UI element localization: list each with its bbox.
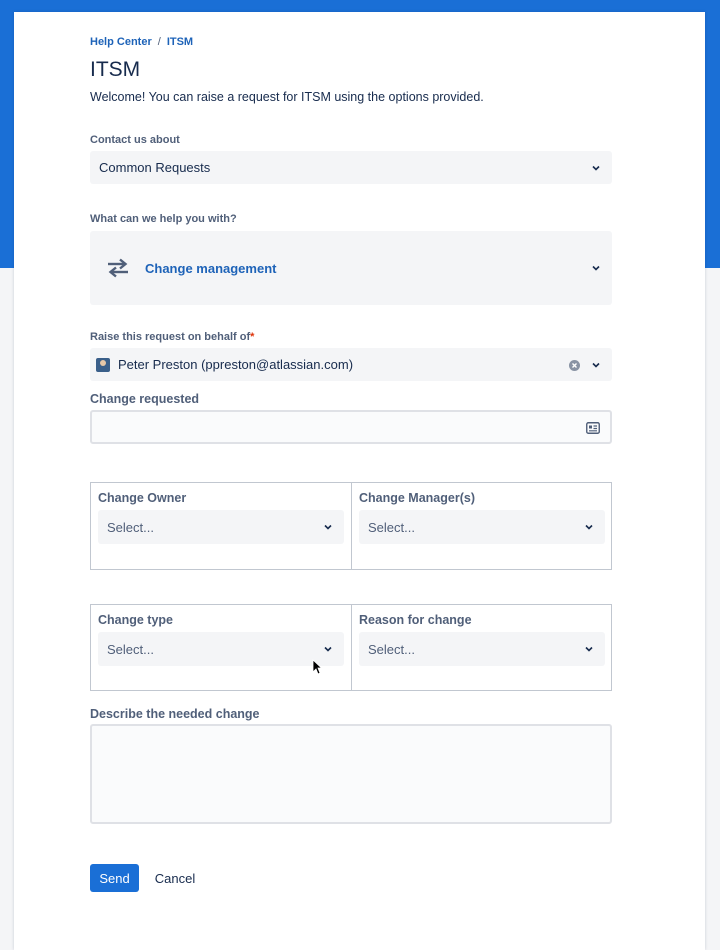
help-with-label: What can we help you with?: [90, 213, 237, 225]
chevron-down-icon: [592, 264, 600, 272]
required-mark: *: [250, 331, 255, 343]
request-type-value: Change management: [145, 260, 277, 276]
reason-cell: [351, 605, 611, 690]
on-behalf-value: Peter Preston (ppreston@atlassian.com): [118, 357, 354, 372]
chevron-down-icon: [585, 523, 593, 531]
contact-card-icon: [586, 421, 600, 433]
breadcrumb-separator: /: [157, 36, 161, 48]
page-title: ITSM: [90, 58, 141, 81]
chevron-down-icon: [324, 523, 332, 531]
on-behalf-label-text: Raise this request on behalf of: [90, 331, 251, 343]
change-type-select[interactable]: [98, 632, 344, 666]
contact-select[interactable]: [90, 151, 612, 184]
change-managers-label: Change Manager(s): [359, 491, 475, 505]
describe-label: Describe the needed change: [90, 707, 260, 721]
breadcrumb: [90, 36, 193, 48]
chevron-down-icon: [592, 164, 600, 172]
change-managers-placeholder: Select...: [368, 519, 415, 535]
type-reason-group: [90, 604, 612, 691]
change-type-cell: [91, 605, 351, 690]
chevron-down-icon: [585, 645, 593, 653]
chevron-down-icon: [324, 645, 332, 653]
on-behalf-select[interactable]: [90, 348, 612, 381]
mouse-pointer-icon: [312, 659, 322, 675]
request-form-card: [14, 12, 705, 950]
contact-value: Common Requests: [99, 160, 211, 175]
change-managers-select[interactable]: [359, 510, 605, 544]
change-managers-cell: [351, 483, 611, 569]
clear-icon[interactable]: [569, 359, 580, 370]
change-type-placeholder: Select...: [107, 641, 154, 657]
breadcrumb-itsm[interactable]: ITSM: [166, 36, 194, 48]
swap-arrows-icon: [105, 255, 131, 281]
request-type-select[interactable]: [90, 231, 612, 305]
change-owner-label: Change Owner: [98, 491, 187, 505]
reason-placeholder: Select...: [368, 641, 415, 657]
describe-textarea[interactable]: [90, 724, 612, 824]
welcome-text: Welcome! You can raise a request for ITSM using the options provided.: [90, 90, 484, 104]
chevron-down-icon: [592, 361, 600, 369]
change-requested-input[interactable]: [90, 410, 612, 444]
avatar: [96, 358, 110, 372]
contact-label: Contact us about: [90, 134, 180, 146]
on-behalf-label: [90, 331, 254, 343]
change-requested-label: Change requested: [90, 392, 200, 406]
change-owner-placeholder: Select...: [107, 519, 154, 535]
send-button[interactable]: Send: [90, 864, 139, 892]
change-type-label: Change type: [98, 613, 174, 627]
change-owner-select[interactable]: [98, 510, 344, 544]
owner-manager-group: [90, 482, 612, 570]
reason-select[interactable]: [359, 632, 605, 666]
change-owner-cell: [91, 483, 351, 569]
cancel-button[interactable]: Cancel: [146, 864, 204, 892]
reason-label: Reason for change: [359, 613, 472, 627]
breadcrumb-help-center[interactable]: Help Center: [90, 36, 152, 48]
